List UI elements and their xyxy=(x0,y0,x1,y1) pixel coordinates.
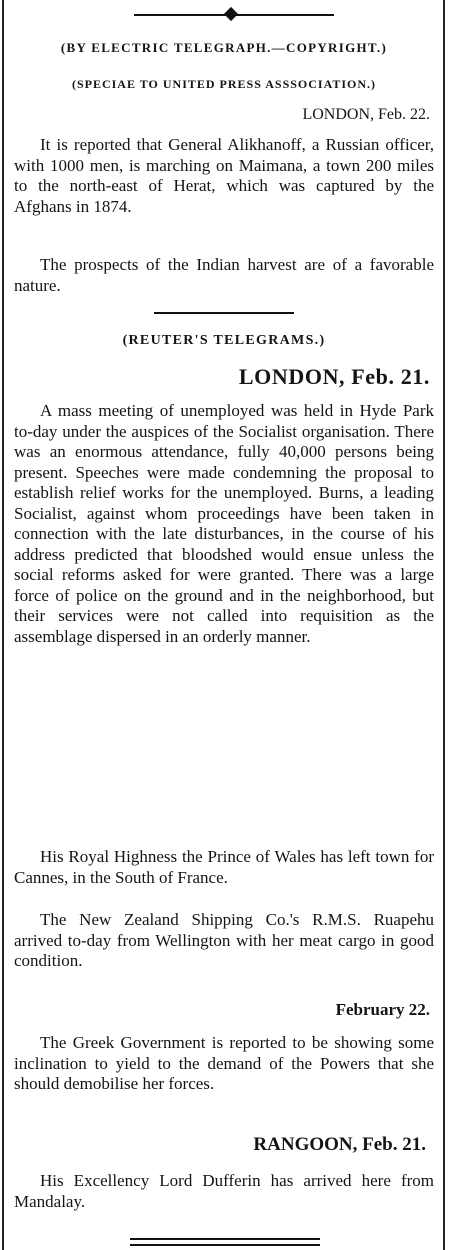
copyright-header: (BY ELECTRIC TELEGRAPH.—COPYRIGHT.) xyxy=(60,40,388,55)
dateline-london-feb-22: LONDON, Feb. 22. xyxy=(302,106,430,123)
press-association-header: (SPECIAE TO UNITED PRESS ASSSOCIATION.) xyxy=(71,77,377,91)
left-column-rule xyxy=(2,0,4,1250)
section-divider xyxy=(154,312,294,314)
top-ornament-rule xyxy=(134,8,334,22)
paragraph-lord-dufferin: His Excellency Lord Dufferin has arrived here from Mandalay. xyxy=(14,1171,434,1211)
paragraph-greek-government: The Greek Government is reported to be showing some inclination to yield to the demand of the Powers that she should demobilise her forces. xyxy=(14,1033,434,1093)
paragraph-prince-of-wales: His Royal Highness the Prince of Wales has left town for Cannes, in the South of France. xyxy=(14,847,434,887)
dateline-london-feb-21: LONDON, Feb. 21. xyxy=(238,364,430,389)
paragraph-alikhanoff: It is reported that General Alikhanoff, a Russian officer, with 1000 men, is marching on Maimana, a town 200 miles to the north-east of Herat, which was captured by the Afghans in 1874. xyxy=(14,135,434,216)
dateline-rangoon-feb-21: RANGOON, Feb. 21. xyxy=(253,1134,426,1155)
dateline-february-22: February 22. xyxy=(335,1000,430,1019)
reuters-header: (REUTER'S TELEGRAMS.) xyxy=(122,333,326,348)
paragraph-ruapehu: The New Zealand Shipping Co.'s R.M.S. Ruapehu arrived to-day from Wellington with her meat cargo in good condition. xyxy=(14,910,434,970)
paragraph-unemployed-meeting: A mass meeting of unemployed was held in Hyde Park to-day under the auspices of the Socialist organisation. There was an enormous attendance, fully 40,000 persons being present. Speeches were made condemning the proposal to establish relief works for the unemployed. Burns, a leading Socialist, against whom proceedings have been taken in connection with the late disturbances, in the course of his address predicted that bloodshed would ensue unless the social reforms asked for were granted. There was a large force of police on the ground and in the neighborhood, but their services were not called into requisition as the assemblage dispersed in an orderly manner. xyxy=(14,401,434,646)
end-rule-top xyxy=(130,1238,320,1240)
right-column-rule xyxy=(443,0,445,1250)
end-rule-bottom xyxy=(130,1244,320,1246)
paragraph-indian-harvest: The prospects of the Indian harvest are of a favorable nature. xyxy=(14,255,434,295)
